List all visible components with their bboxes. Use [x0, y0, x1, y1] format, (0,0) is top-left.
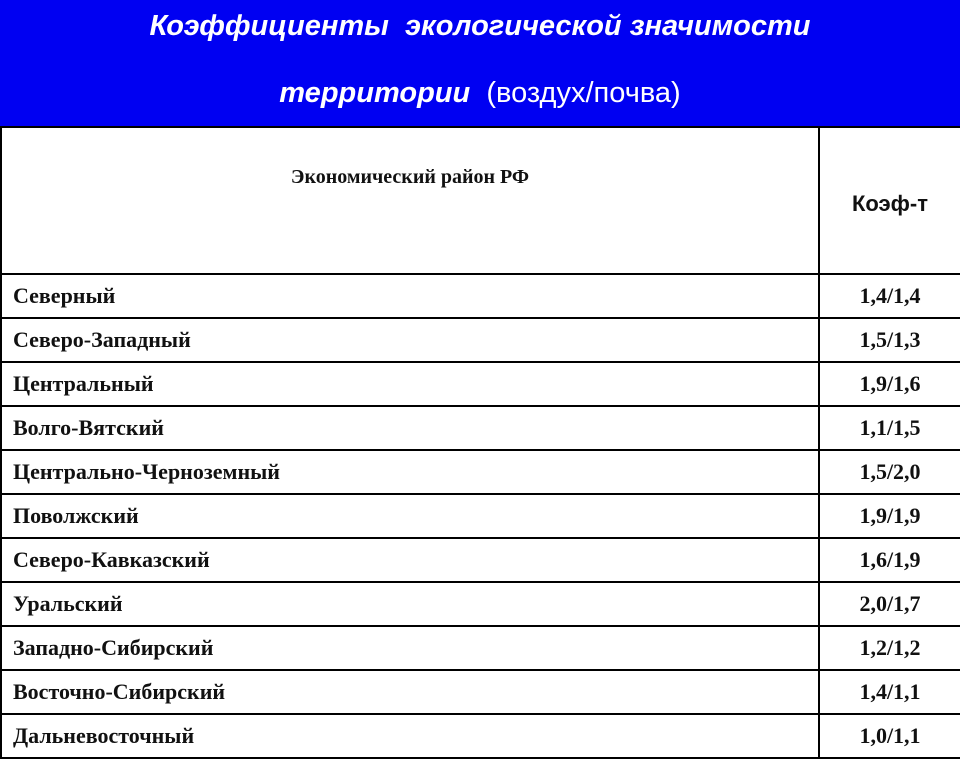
table-row — [1, 406, 960, 450]
table-row — [1, 714, 960, 758]
region-cell: Северо-Западный — [1, 318, 819, 362]
title-subtitle: (воздух/почва) — [486, 77, 681, 109]
table-row — [1, 582, 960, 626]
coef-cell: 1,4/1,1 — [819, 670, 960, 714]
table-row — [1, 362, 960, 406]
coef-cell: 1,9/1,9 — [819, 494, 960, 538]
region-cell: Центрально-Черноземный — [1, 450, 819, 494]
coef-cell: 1,5/2,0 — [819, 450, 960, 494]
region-cell: Северо-Кавказский — [1, 538, 819, 582]
region-cell: Северный — [1, 274, 819, 318]
region-cell: Западно-Сибирский — [1, 626, 819, 670]
coef-cell: 1,5/1,3 — [819, 318, 960, 362]
table-header-row — [1, 127, 960, 274]
region-cell: Уральский — [1, 582, 819, 626]
table-row — [1, 274, 960, 318]
region-cell: Восточно-Сибирский — [1, 670, 819, 714]
coef-cell: 1,0/1,1 — [819, 714, 960, 758]
table-row — [1, 318, 960, 362]
title-line-1: Коэффициенты экологической значимости — [149, 10, 811, 42]
table-row — [1, 626, 960, 670]
title-banner — [0, 0, 960, 126]
coef-cell: 1,2/1,2 — [819, 626, 960, 670]
region-cell: Волго-Вятский — [1, 406, 819, 450]
table-row — [1, 450, 960, 494]
region-cell: Центральный — [1, 362, 819, 406]
title-emphasis: территории — [279, 77, 471, 109]
coef-cell: 2,0/1,7 — [819, 582, 960, 626]
coefficients-table — [0, 126, 960, 759]
coef-cell: 1,9/1,6 — [819, 362, 960, 406]
table-row — [1, 538, 960, 582]
coef-cell: 1,6/1,9 — [819, 538, 960, 582]
coef-column-header: Коэф-т — [819, 127, 960, 274]
table-row — [1, 670, 960, 714]
coef-cell: 1,1/1,5 — [819, 406, 960, 450]
coef-cell: 1,4/1,4 — [819, 274, 960, 318]
table-row — [1, 494, 960, 538]
region-cell: Дальневосточный — [1, 714, 819, 758]
region-cell: Поволжский — [1, 494, 819, 538]
region-column-header: Экономический район РФ — [1, 127, 819, 274]
title-line-2 — [0, 77, 960, 110]
